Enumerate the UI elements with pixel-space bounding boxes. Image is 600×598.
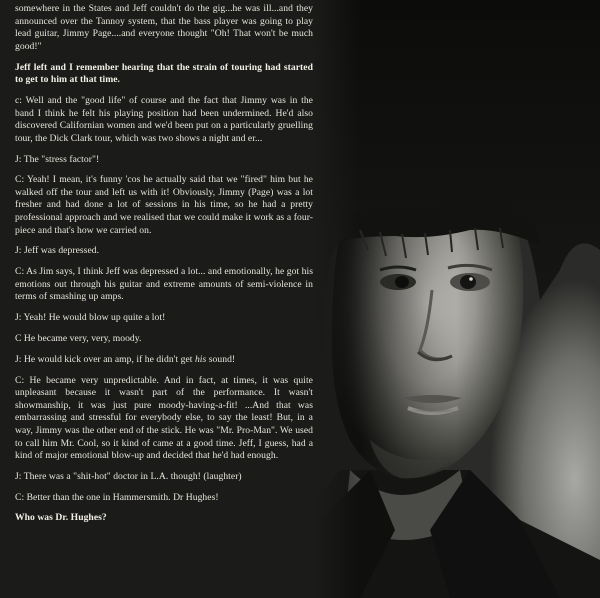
paragraph-5: C: Yeah! I mean, it's funny 'cos he actually said that we "fired" him but he walked off the tour and left us with it! Obviously, Jimmy (Page) was a lot fresher and had done a lot of sessions in his time, so he had a pretty professional approach and we realised that we could make it work as a four-piece and that's how we carried on. bbox=[15, 174, 313, 236]
paragraph-6: J: Jeff was depressed. bbox=[15, 245, 100, 257]
paragraph-10-end: sound! bbox=[206, 353, 236, 365]
interviewer-question-1: Jeff left and I remember hearing that the strain of touring had started to get to him at that time. bbox=[15, 61, 313, 86]
paragraph-12: J: There was a "shit-hot" doctor in L.A. though! (laughter) bbox=[15, 470, 242, 482]
paragraph-8: J: Yeah! He would blow up quite a lot! bbox=[15, 312, 166, 324]
paragraph-13: C: Better than the one in Hammersmith. Dr Hughes! bbox=[15, 491, 219, 503]
paragraph-9: C He became very, very, moody. bbox=[15, 332, 142, 344]
paragraph-10 bbox=[15, 354, 313, 367]
paragraph-7: C: As Jim says, I think Jeff was depressed a lot... and emotionally, he got his emotions out through his guitar and extreme amounts of semi-violence in terms of smashing up amps. bbox=[15, 266, 313, 303]
paragraph-4: J: The "stress factor"! bbox=[15, 153, 100, 165]
paragraph-11: C: He became very unpredictable. And in fact, at times, it was quite unpleasant because it wasn't part of the performance. It wasn't showmanship, it was just pure moody-having-a-fit! ...And that was embarrassing and stressful for everybody else, to say the least! But, in a way, Jimmy was the other end of the stick. He was "Mr. Pro-Man". We used to call him Mr. Cool, so it kind of came at a good time. Jeff, I guess, had a kind of major emotional blow-up and decided that he'd had enough. bbox=[15, 374, 313, 462]
paragraph-1: somewhere in the States and Jeff couldn't do the gig...he was ill...and they announced over the Tannoy system, that the bass player was going to play lead guitar, Jimmy Page....and everyone thought "Oh! That won't be much good!" bbox=[15, 3, 313, 52]
paragraph-10-start: J: He would kick over an amp, if he didn't get bbox=[15, 353, 195, 365]
emphasis-his: his bbox=[194, 353, 207, 365]
interview-text bbox=[15, 3, 313, 533]
interviewer-question-2: Who was Dr. Hughes? bbox=[15, 512, 107, 524]
paragraph-3: c: Well and the "good life" of course and the fact that Jimmy was in the band I think he felt his playing position had been undermined. He'd also discovered Californian women and we'd been put on a particularly gruelling tour, the Dick Clark tour, which was two shows a night and er... bbox=[15, 94, 313, 144]
